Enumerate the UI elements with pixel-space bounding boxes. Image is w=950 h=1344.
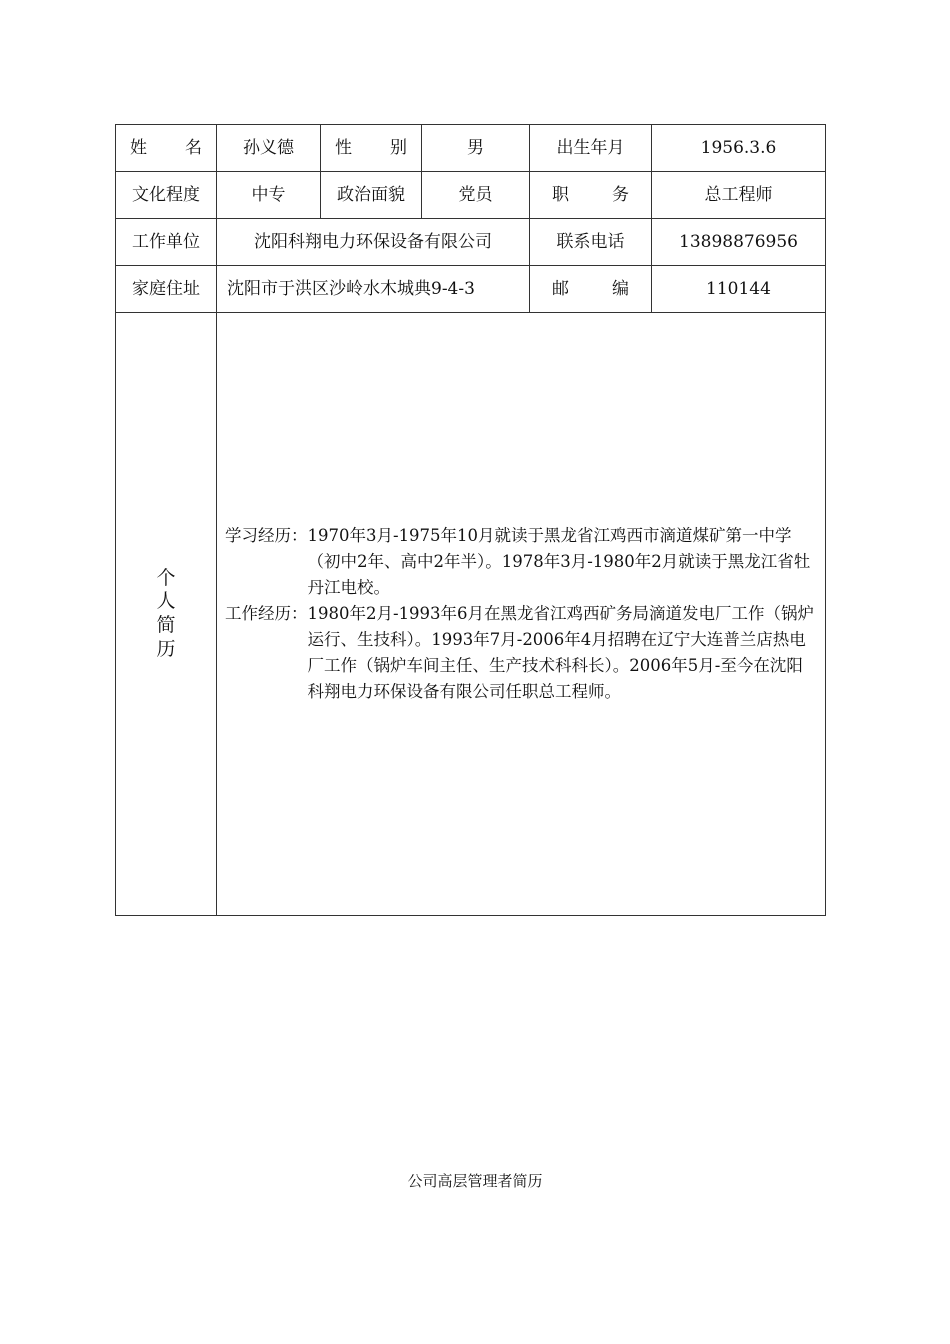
work-text: 1980年2月-1993年6月在黑龙省江鸡西矿务局滴道发电厂工作（锅炉运行、生技科）。1993年7月-2006年4月招聘在辽宁大连普兰店热电厂工作（锅炉车间主任、生产技术科科长）。2006年5月-至今在沈阳科翔电力环保设备有限公司任职总工程师。 (307, 604, 815, 701)
political-label: 政治面貌 (321, 172, 422, 219)
employer-label: 工作单位 (116, 219, 217, 266)
employer-value: 沈阳科翔电力环保设备有限公司 (217, 219, 530, 266)
bio-label-cell (116, 313, 217, 916)
education-label: 文化程度 (116, 172, 217, 219)
bio-content (217, 313, 826, 916)
birth-label: 出生年月 (530, 125, 652, 172)
name-label: 姓 名 (130, 137, 202, 158)
position-label-cell (530, 172, 652, 219)
work-heading: 工作经历： (225, 604, 308, 623)
postcode-label-cell (530, 266, 652, 313)
row-basic-info (116, 125, 826, 172)
bio-label: 个人简历 (156, 566, 176, 660)
resume-table (115, 124, 826, 916)
position-value: 总工程师 (652, 172, 826, 219)
phone-label: 联系电话 (530, 219, 652, 266)
row-bio (116, 313, 826, 916)
gender-value: 男 (422, 125, 530, 172)
address-label: 家庭住址 (116, 266, 217, 313)
gender-label-cell (321, 125, 422, 172)
study-section (225, 523, 817, 601)
footer-caption: 公司高层管理者简历 (407, 1172, 543, 1190)
postcode-label: 邮 编 (552, 278, 629, 299)
row-address (116, 266, 826, 313)
address-value: 沈阳市于洪区沙岭水木城典9-4-3 (217, 266, 530, 313)
study-text: 1970年3月-1975年10月就读于黑龙省江鸡西市滴道煤矿第一中学（初中2年、高中2年半）。1978年3月-1980年2月就读于黑龙江省牡丹江电校。 (307, 526, 811, 597)
education-value: 中专 (217, 172, 321, 219)
gender-label: 性 别 (335, 137, 407, 158)
name-label-cell (116, 125, 217, 172)
study-heading: 学习经历： (225, 526, 308, 545)
position-label: 职 务 (552, 184, 629, 205)
birth-value: 1956.3.6 (652, 125, 826, 172)
phone-value: 13898876956 (652, 219, 826, 266)
work-section (225, 601, 817, 705)
row-education (116, 172, 826, 219)
postcode-value: 110144 (652, 266, 826, 313)
name-value: 孙义德 (217, 125, 321, 172)
row-employer (116, 219, 826, 266)
political-value: 党员 (422, 172, 530, 219)
